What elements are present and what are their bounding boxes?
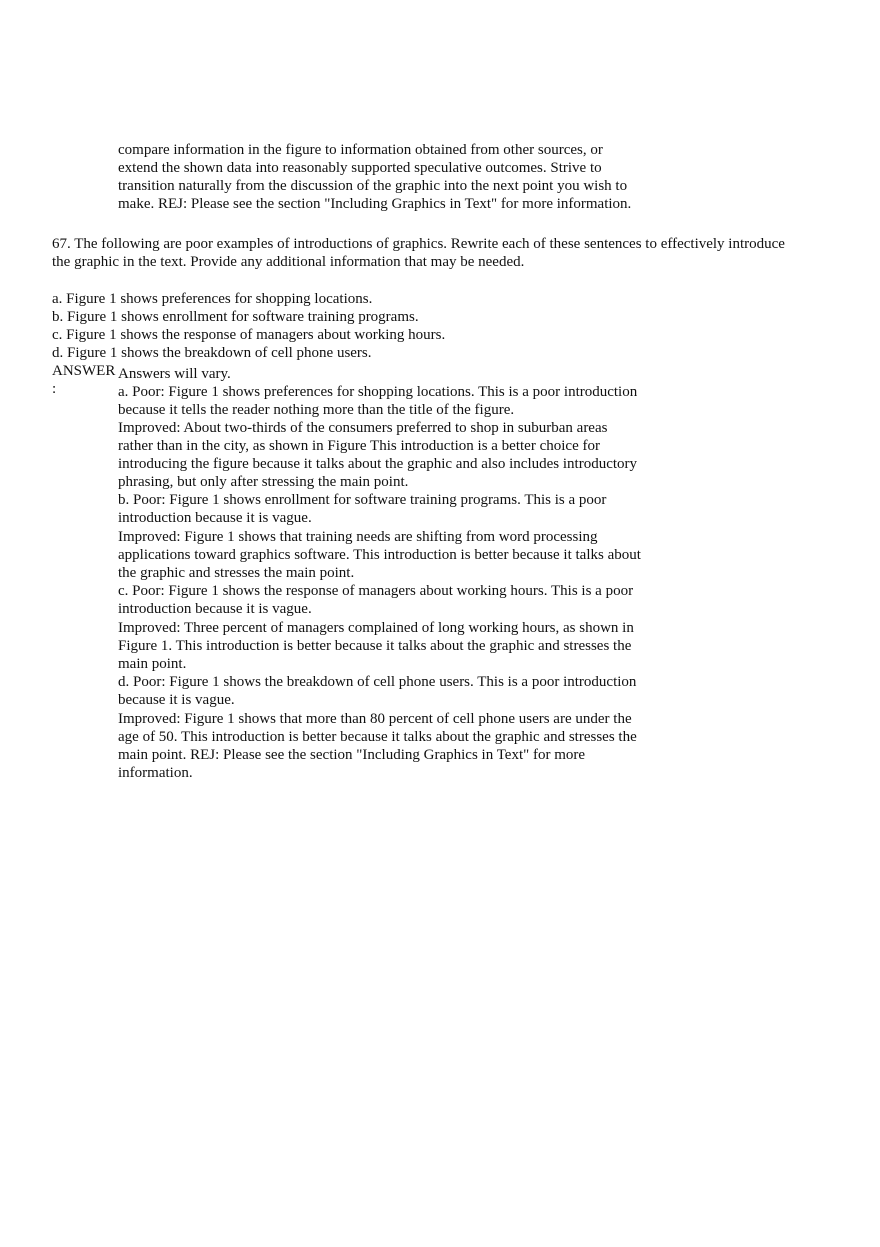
answer-line: introduction because it is vague. xyxy=(118,601,312,617)
answer-line: applications toward graphics software. This introduction is better because it talks about xyxy=(118,547,641,563)
answer-line: the graphic and stresses the main point. xyxy=(118,565,355,581)
question-text: 67. The following are poor examples of introductions of graphics. Rewrite each of these sentences to effectively introduce xyxy=(52,236,785,252)
answer-line: Improved: About two-thirds of the consumers preferred to shop in suburban areas xyxy=(118,420,608,436)
answer-line: phrasing, but only after stressing the main point. xyxy=(118,474,409,490)
answer-line: d. Poor: Figure 1 shows the breakdown of cell phone users. This is a poor introduction xyxy=(118,674,637,690)
question-option-a: a. Figure 1 shows preferences for shopping locations. xyxy=(52,291,373,307)
answer-line: introducing the figure because it talks about the graphic and also includes introductory xyxy=(118,456,638,472)
answer-line: main point. xyxy=(118,656,187,672)
answer-line: main point. REJ: Please see the section "Including Graphics in Text" for more xyxy=(118,747,586,763)
question-option-b: b. Figure 1 shows enrollment for software training programs. xyxy=(52,309,419,325)
answer-line: age of 50. This introduction is better because it talks about the graphic and stresses the xyxy=(118,729,637,745)
answer-line: because it tells the reader nothing more than the title of the figure. xyxy=(118,402,515,418)
text-line: make. REJ: Please see the section "Including Graphics in Text" for more information. xyxy=(118,196,632,212)
answer-line: rather than in the city, as shown in Figure This introduction is a better choice for xyxy=(118,438,600,454)
question-option-d: d. Figure 1 shows the breakdown of cell phone users. xyxy=(52,345,372,361)
answer-line: Improved: Three percent of managers complained of long working hours, as shown in xyxy=(118,620,634,636)
answer-line: Improved: Figure 1 shows that training needs are shifting from word processing xyxy=(118,529,598,545)
answer-line: Figure 1. This introduction is better because it talks about the graphic and stresses the xyxy=(118,638,632,654)
answer-line: because it is vague. xyxy=(118,692,235,708)
answer-line: b. Poor: Figure 1 shows enrollment for software training programs. This is a poor xyxy=(118,492,607,508)
answer-label: ANSWER xyxy=(52,363,116,379)
answer-line: introduction because it is vague. xyxy=(118,510,312,526)
answer-line: Answers will vary. xyxy=(118,366,231,382)
answer-line: information. xyxy=(118,765,193,781)
answer-line: Improved: Figure 1 shows that more than 80 percent of cell phone users are under the xyxy=(118,711,632,727)
text-line: extend the shown data into reasonably supported speculative outcomes. Strive to xyxy=(118,160,602,176)
question-option-c: c. Figure 1 shows the response of managers about working hours. xyxy=(52,327,446,343)
text-line: transition naturally from the discussion of the graphic into the next point you wish to xyxy=(118,178,628,194)
answer-label-colon: : xyxy=(52,381,57,397)
answer-line: c. Poor: Figure 1 shows the response of managers about working hours. This is a poor xyxy=(118,583,634,599)
question-text: the graphic in the text. Provide any additional information that may be needed. xyxy=(52,254,525,270)
text-line: compare information in the figure to information obtained from other sources, or xyxy=(118,142,603,158)
answer-line: a. Poor: Figure 1 shows preferences for shopping locations. This is a poor introduction xyxy=(118,384,638,400)
